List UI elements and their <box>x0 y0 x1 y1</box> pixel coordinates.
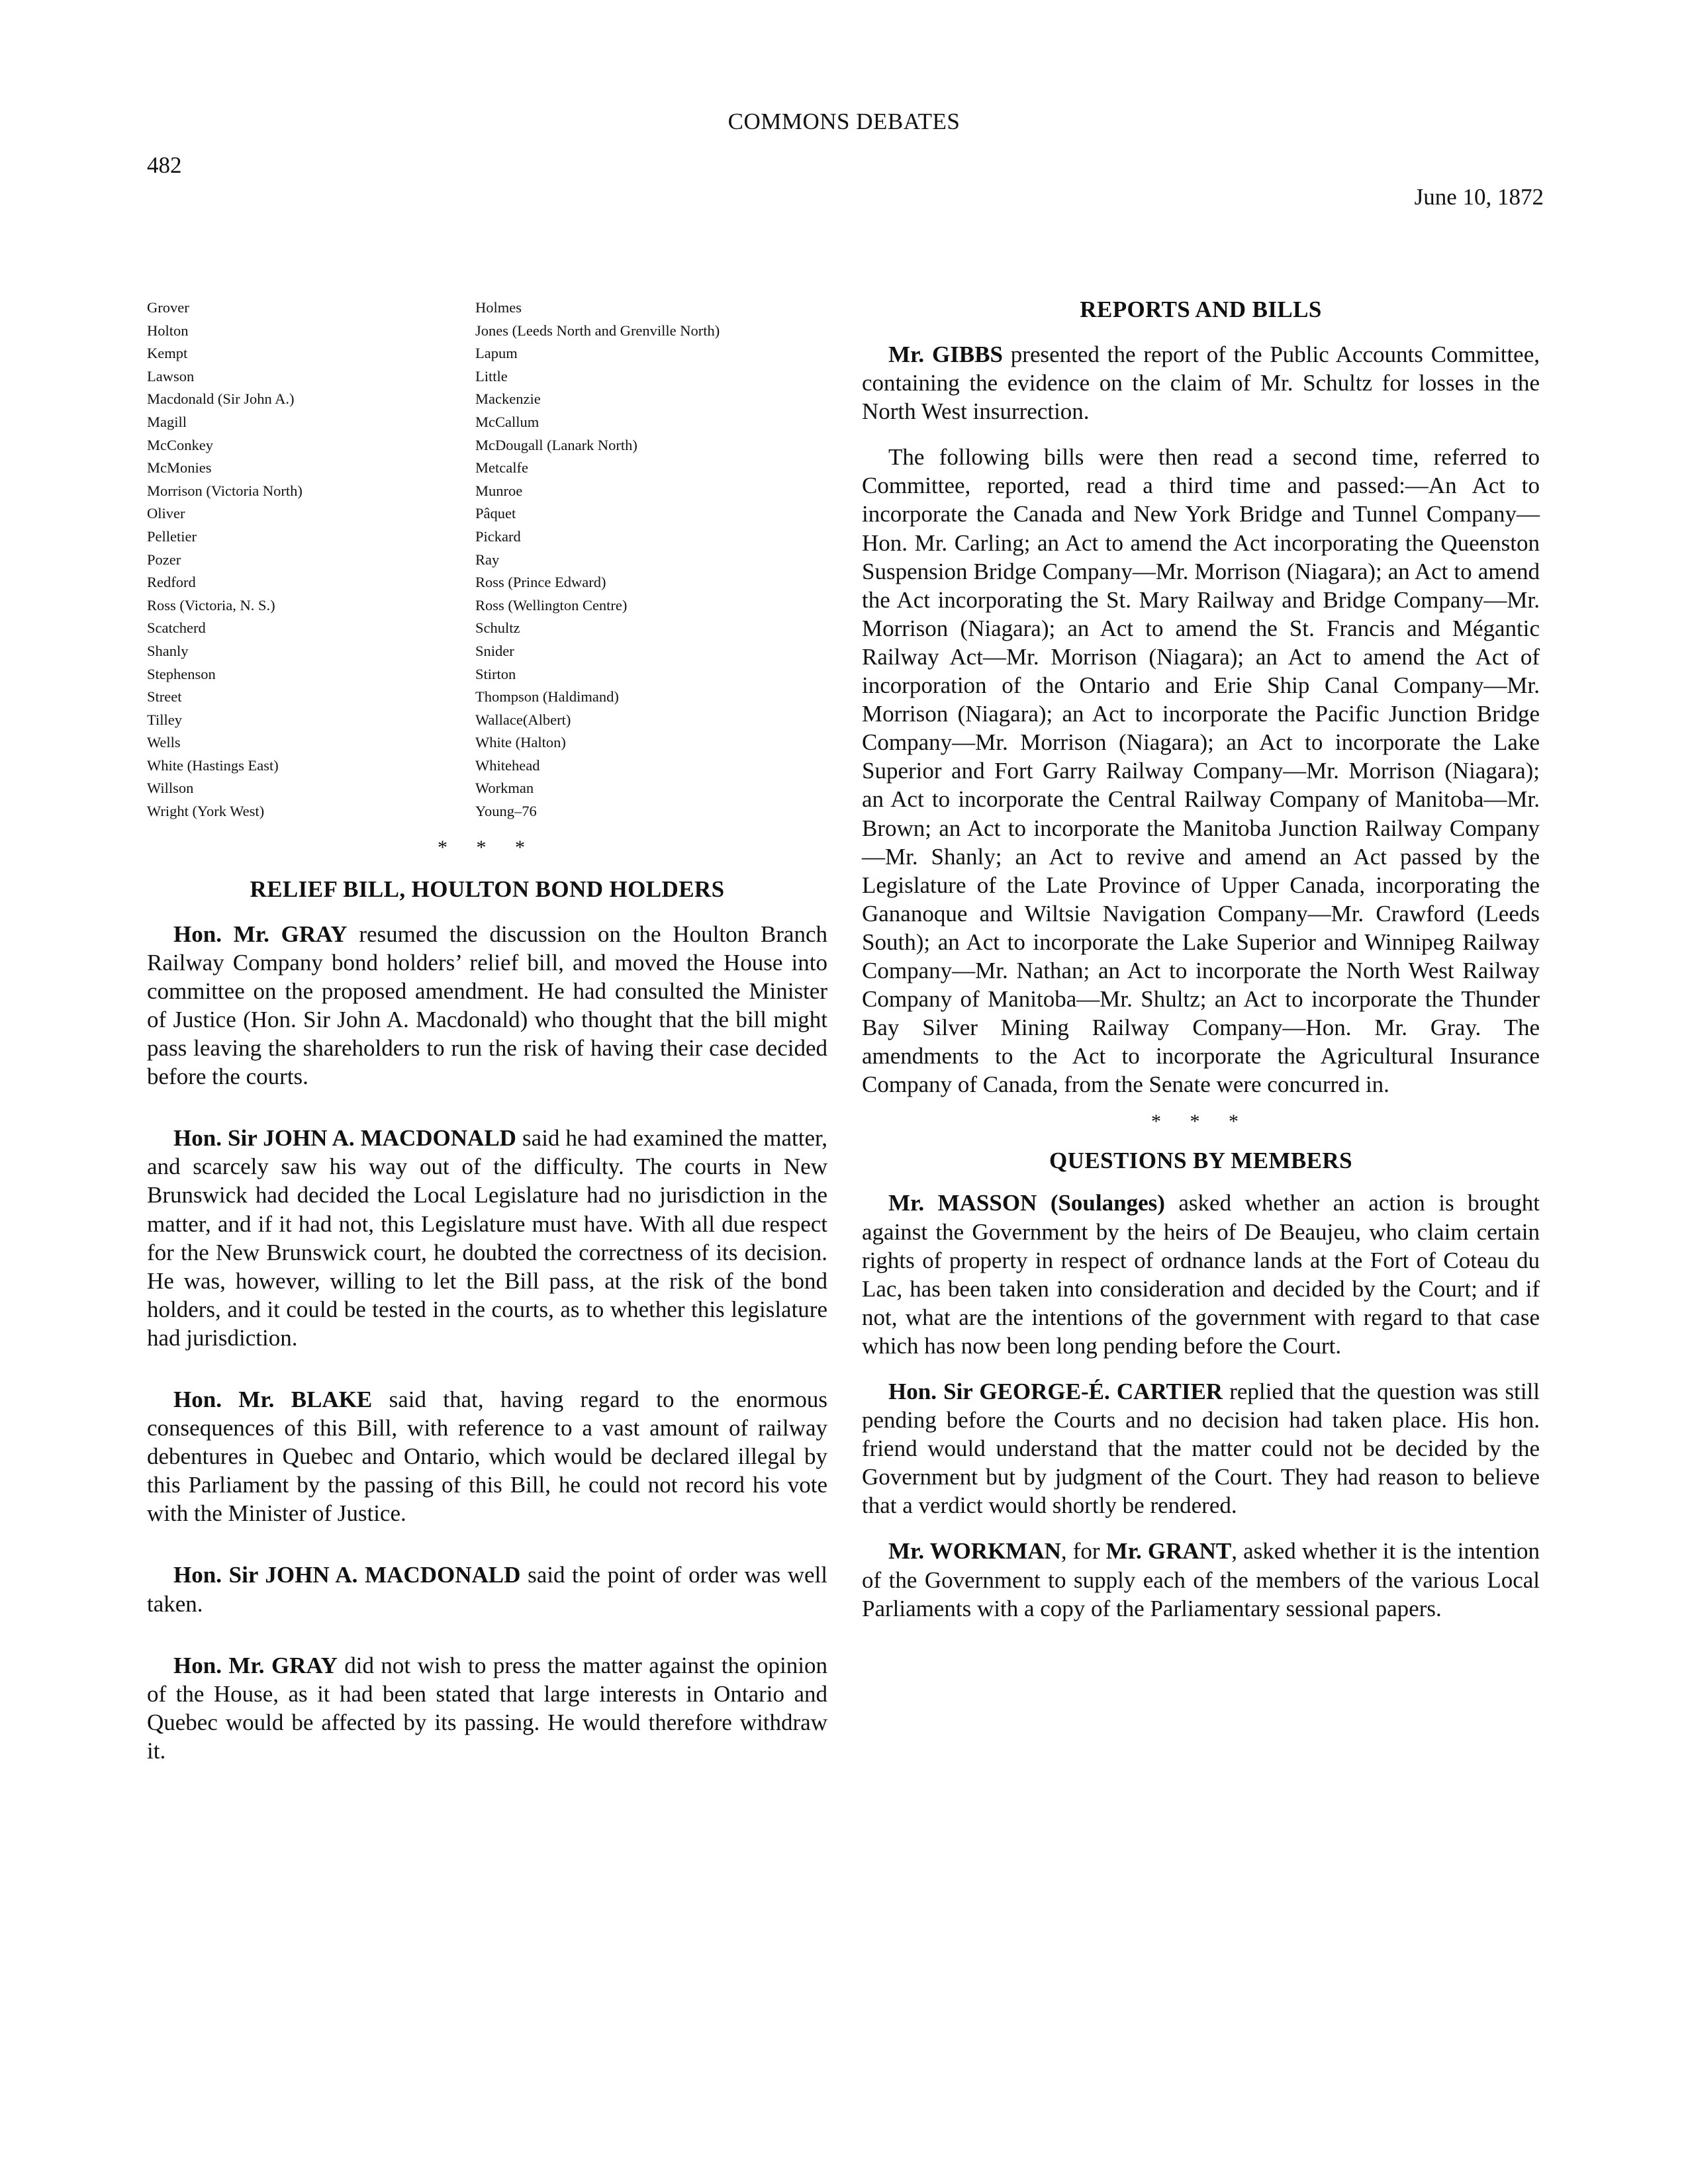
relief-bill-paragraph-3 <box>147 1385 827 1527</box>
vote-list-name: Wright (York West) <box>147 803 265 820</box>
vote-list-name: McCallum <box>475 413 539 430</box>
relief-bill-heading: RELIEF BILL, HOULTON BOND HOLDERS <box>250 876 725 902</box>
vote-list-name: Young–76 <box>475 803 537 820</box>
speech-text: , for <box>1060 1538 1106 1565</box>
vote-list-name: Wells <box>147 734 181 751</box>
vote-list-name: Little <box>475 367 508 385</box>
vote-list-name: Pickard <box>475 527 521 545</box>
vote-list-name: Workman <box>475 780 534 797</box>
speaker-name: Hon. Sir GEORGE-É. CARTIER <box>888 1379 1223 1404</box>
vote-list-name: Pâquet <box>475 505 516 522</box>
vote-list-column-a <box>147 296 475 823</box>
speaker-name: Hon. Sir JOHN A. MACDONALD <box>173 1562 521 1588</box>
vote-list-name: Redford <box>147 574 196 591</box>
speech-text: , asked whether it is the intention of the Government to supply each of the members of the various Local Parliaments with a copy of the Parliamentary sessional papers. <box>862 1538 1540 1621</box>
vote-list-name: Magill <box>147 413 187 430</box>
vote-list-name: McMonies <box>147 459 212 477</box>
vote-list-name: Wallace(Albert) <box>475 711 571 728</box>
speech-text: resumed the discussion on the Houlton Branch Railway Company bond holders’ relief bill, and moved the House into committee on the proposed amendment. He had consulted the Minister of Justice (Hon. Sir John A. Macdonald) who thought that the bill might pass leaving the shareholders to run the risk of having their case decided before the courts. <box>147 921 827 1090</box>
relief-bill-paragraph-1 <box>147 920 827 1091</box>
speaker-name: Mr. WORKMAN <box>888 1538 1061 1565</box>
vote-list-name: White (Hastings East) <box>147 756 279 774</box>
speech-text: asked whether an action is brought against the Government by the heirs of De Beaujeu, who claim certain rights of property in respect of ordnance lands at the Fort of Coteau du Lac, has been taken into consideration and decided by the Court; and if not, what are the intentions of the government with regard to that case which has now been long pending before the Court. <box>862 1190 1540 1359</box>
vote-list-column-b <box>475 296 827 823</box>
vote-list-name: Holmes <box>475 299 522 316</box>
speech-text: said he had examined the matter, and scarcely saw his way out of the difficulty. The courts in New Brunswick had decided the Local Legislature had no jurisdiction in the matter, and if it had not, this Legislature must have. With all due respect for the New Brunswick court, he doubted the correctness of its decision. He was, however, willing to let the Bill pass, at the risk of the bond holders, and it could be tested in the courts, as to whether this legislature had jurisdiction. <box>147 1125 827 1351</box>
speaker-name: Hon. Mr. GRAY <box>173 921 348 947</box>
speaker-name: Hon. Mr. BLAKE <box>173 1386 373 1412</box>
right-column <box>862 296 1540 1623</box>
questions-paragraph-3 <box>862 1537 1540 1622</box>
vote-list-name: Lawson <box>147 367 195 385</box>
running-head: COMMONS DEBATES <box>727 109 961 134</box>
speaker-name: Mr. MASSON (Soulanges) <box>888 1190 1165 1216</box>
section-separator: * * * <box>1151 1111 1250 1133</box>
vote-list-name: McConkey <box>147 436 213 453</box>
relief-bill-paragraph-4 <box>147 1561 827 1617</box>
reports-bills-paragraph-2: The following bills were then read a second time, referred to Committee, reported, read a third time and passed:—An Act to incorporate the Canada and New York Bridge and Tunnel Company—Hon. Mr. Carling; an Act to amend the Act incorporating the Queenston Suspension Bridge Company—Mr. Morrison (Niagara); an Act to amend the Act incorporating the St. Mary Railway and Bridge Company—Mr. Morrison (Niagara); an Act to amend the St. Francis and Mégantic Railway Act—Mr. Morrison (Niagara); an Act to amend the Act of incorporation of the Ontario and Erie Ship Canal Company—Mr. Morrison (Niagara); an Act to incorporate the Pacific Junction Bridge Company—Mr. Morrison (Niagara); an Act to incorporate the Lake Superior and Fort Garry Railway Company—Mr. Morrison (Niagara); an Act to incorporate the Central Railway Company of Manitoba—Mr. Brown; an Act to incorporate the Manitoba Junction Railway Company—Mr. Shanly; an Act to revive and amend an Act passed by the Legislature of the Late Province of Upper Canada, incorporating the Gananoque and Wiltsie Navigation Company—Mr. Crawford (Leeds South); an Act to incorporate the Lake Superior and Winnipeg Railway Company—Mr. Nathan; an Act to incorporate the North West Railway Company of Manitoba—Mr. Shultz; an Act to incorporate the Thunder Bay Silver Mining Railway Company—Hon. Mr. Gray. The amendments to the Act to incorporate the Agricultural Insurance Company of Canada, from the Senate were concurred in. <box>862 444 1540 1098</box>
vote-list-name: White (Halton) <box>475 734 566 751</box>
speech-text: said the point of order was well taken. <box>147 1562 828 1617</box>
vote-list-name: Street <box>147 688 182 705</box>
vote-list-name: McDougall (Lanark North) <box>475 436 637 453</box>
vote-list-name: Oliver <box>147 505 185 522</box>
vote-list-name: Ross (Wellington Centre) <box>475 596 628 614</box>
page-number: 482 <box>147 152 182 178</box>
vote-list-name: Kempt <box>147 345 188 362</box>
vote-list-name: Macdonald (Sir John A.) <box>147 390 295 408</box>
speaker-name: Mr. GRANT <box>1105 1538 1232 1565</box>
relief-bill-paragraph-2 <box>147 1124 827 1352</box>
reports-bills-paragraph-1 <box>862 340 1540 426</box>
vote-list-name: Lapum <box>475 345 518 362</box>
left-column <box>147 296 827 1765</box>
reports-bills-heading: REPORTS AND BILLS <box>1080 296 1322 322</box>
speaker-name: Hon. Sir JOHN A. MACDONALD <box>173 1125 516 1152</box>
vote-list-name: Tilley <box>147 711 182 728</box>
vote-list-name: Metcalfe <box>475 459 528 477</box>
vote-list-name: Ross (Victoria, N. S.) <box>147 596 275 614</box>
vote-list-name: Shanly <box>147 642 189 659</box>
questions-paragraph-2 <box>862 1377 1540 1520</box>
speaker-name: Hon. Mr. GRAY <box>173 1652 338 1678</box>
vote-list-name: Stephenson <box>147 665 216 682</box>
speech-text: presented the report of the Public Accounts Committee, containing the evidence on the claim of Mr. Schultz for losses in the North West insurrection. <box>862 341 1540 425</box>
vote-list-name: Stirton <box>475 665 516 682</box>
page-date: June 10, 1872 <box>1414 184 1544 210</box>
vote-list-name: Willson <box>147 780 194 797</box>
vote-list-name: Ray <box>475 551 500 568</box>
vote-list-name: Scatcherd <box>147 619 206 637</box>
relief-bill-paragraph-5 <box>147 1651 827 1765</box>
speaker-name: Mr. GIBBS <box>888 341 1003 367</box>
section-separator: * * * <box>438 836 537 858</box>
vote-list-name: Mackenzie <box>475 390 541 408</box>
vote-list-name: Snider <box>475 642 514 659</box>
vote-list-name: Munroe <box>475 482 523 499</box>
questions-paragraph-1 <box>862 1189 1540 1360</box>
vote-list-name: Pozer <box>147 551 181 568</box>
vote-list-name: Morrison (Victoria North) <box>147 482 303 499</box>
speech-text: replied that the question was still pending before the Courts and no decision had taken place. His hon. friend would understand that the matter could not be decided by the Government but by judgment of the Court. They had reason to believe that a verdict would shortly be rendered. <box>862 1379 1540 1519</box>
speech-text: did not wish to press the matter against the opinion of the House, as it had been stated that large interests in Ontario and Quebec would be affected by its passing. He would therefore withdraw it. <box>147 1652 827 1764</box>
vote-list-name: Schultz <box>475 619 520 637</box>
vote-list-name: Pelletier <box>147 527 197 545</box>
speech-text: said that, having regard to the enormous consequences of this Bill, with reference to a vast amount of railway debentures in Quebec and Ontario, which would be declared illegal by this Parliament by the passing of this Bill, he could not record his vote with the Minister of Justice. <box>147 1386 827 1527</box>
vote-list-name: Thompson (Haldimand) <box>475 688 619 705</box>
vote-list-name: Ross (Prince Edward) <box>475 574 606 591</box>
vote-list-name: Jones (Leeds North and Grenville North) <box>475 322 720 339</box>
vote-list-name: Whitehead <box>475 756 540 774</box>
vote-list <box>147 296 827 823</box>
vote-list-name: Holton <box>147 322 189 339</box>
vote-list-name: Grover <box>147 299 189 316</box>
questions-heading: QUESTIONS BY MEMBERS <box>1049 1148 1352 1174</box>
